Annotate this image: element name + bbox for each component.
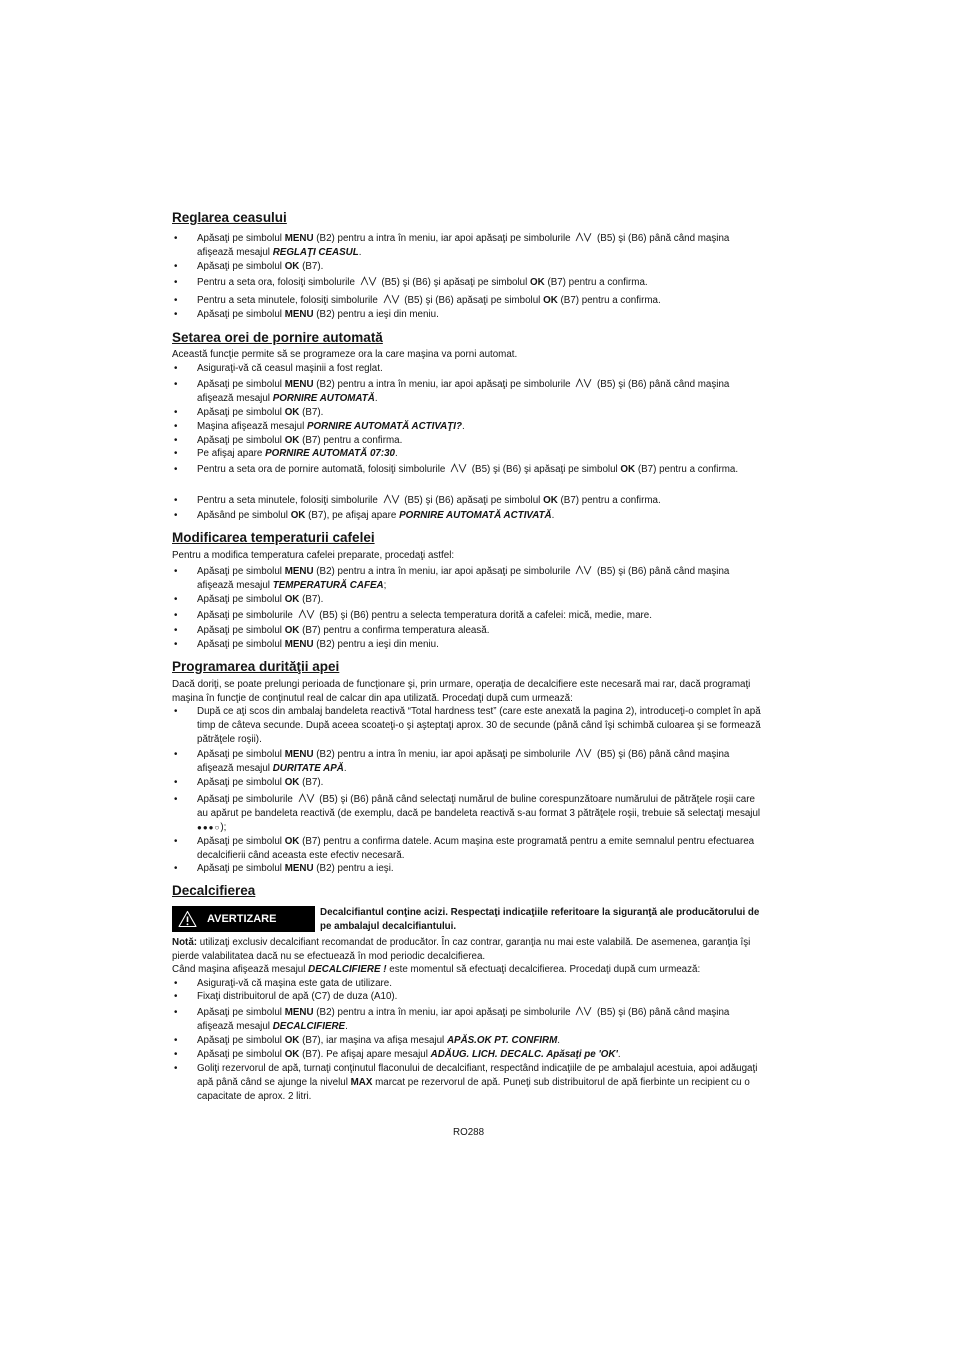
text-run: marcat pe rezervorul de apă. Puneţi sub distribuitorul de apă fierbinte un recipient cu o capacitate de aprox. 2 litri. [197, 1077, 750, 1102]
text-run: (B2) pentru a intra în meniu, iar apoi apăsaţi pe simbolurile [313, 233, 574, 244]
up-down-arrows-icon [298, 793, 315, 803]
list-item [197, 509, 765, 523]
list-item [197, 1006, 765, 1034]
bold-italic-message: TEMPERATURĂ CAFEA [272, 580, 384, 591]
text-run: (B5) şi (B6) până când selectaţi numărul de buline corespunzătoare numărului de pătrăţele roşii care au apărut pe bandeleta reactivă (de exemplu, dacă pe bandeleta reactivă s-au format 3 pătrăţele roşii, trebuie să selectaţi mesajul [197, 794, 761, 819]
text-run: (B5) şi (B6) până când maşina afişează mesajul [197, 749, 730, 774]
text-run: . [374, 393, 378, 404]
text-run: (B5) şi (B6) pentru a selecta temperatura dorită a cafelei: mică, medie, mare. [316, 610, 652, 621]
text-run: (B2) pentru a intra în meniu, iar apoi apăsaţi pe simbolurile [313, 566, 574, 577]
bold-text: MENU [284, 379, 314, 390]
text-run: . [461, 421, 465, 432]
list-item [197, 609, 765, 623]
list-item [197, 1062, 765, 1104]
text-run: Apăsaţi pe simbolul [197, 863, 285, 874]
bold-text: MAX [350, 1077, 373, 1088]
bold-text: OK [284, 261, 300, 272]
text-run: Pentru a seta ora, folosiţi simbolurile [197, 277, 358, 288]
bold-italic-message: PORNIRE AUTOMATĂ 07:30 [265, 448, 395, 459]
text-run: (B5) şi (B6) până când maşina afişează mesajul [197, 566, 730, 591]
list-item [197, 624, 765, 638]
text-run: Apăsaţi pe simbolul [197, 639, 285, 650]
paragraph [172, 549, 765, 563]
text-run: este momentul să efectuaţi decalcifierea. Procedaţi după cum urmează: [386, 964, 701, 975]
text-run: Apăsaţi pe simbolul [197, 309, 285, 320]
text-run: Apăsaţi pe simbolurile [197, 610, 296, 621]
text-run: Apăsaţi pe simbolul [197, 749, 285, 760]
text-run: După ce aţi scos din ambalaj bandeleta reactivă “Total hardness test” (care este anexată la pagina 2), introduceţi-o complet în apă timp de câteva secunde. După aceea scoateţi-o şi aşteptaţi aprox. 30 de secunde (până când îşi schimbă culoarea şi se formează pătrăţele roşii). [197, 706, 761, 745]
bold-text: OK [284, 625, 300, 636]
list-item [197, 463, 765, 477]
up-down-arrows-icon [575, 232, 592, 242]
up-down-arrows-icon [575, 1006, 592, 1016]
text-run: (B5) şi (B6) până când maşina afişează mesajul [197, 1007, 730, 1032]
up-down-arrows-icon [575, 565, 592, 575]
text-run: . [345, 1021, 348, 1032]
bold-italic-message: PORNIRE AUTOMATĂ ACTIVATĂ [399, 510, 552, 521]
bold-text: OK [284, 1049, 300, 1060]
bold-text: OK [284, 407, 300, 418]
page-code: RO288 [453, 1127, 485, 1138]
text-run: Apăsaţi pe simbolul [197, 261, 285, 272]
text-run: (B5) şi (B6) apăsaţi pe simbolul [401, 295, 544, 306]
section-heading: Decalcifierea [172, 883, 256, 898]
text-run: Pentru a seta ora de pornire automată, folosiţi simbolurile [197, 464, 449, 475]
section-heading: Setarea orei de pornire automată [172, 330, 383, 345]
text-run: (B7), pe afişaj apare [305, 510, 400, 521]
up-down-arrows-icon [575, 378, 592, 388]
bubble-indicator: ●●●○ [197, 823, 221, 832]
text-run: (B7) pentru a confirma. [557, 495, 661, 506]
list-item [197, 294, 765, 308]
bold-italic-message: ADĂUG. LICH. DECALC. Apăsaţi pe 'OK' [430, 1049, 618, 1060]
bold-italic-message: DECALCIFIERE [272, 1021, 346, 1032]
text-run: Apăsaţi pe simbolul [197, 407, 285, 418]
text-run: . [551, 510, 555, 521]
paragraph [172, 678, 765, 706]
bold-text: MENU [284, 233, 314, 244]
bold-text: MENU [284, 566, 314, 577]
text-run: Apăsaţi pe simbolul [197, 233, 285, 244]
list-item [197, 977, 765, 991]
list-item [197, 276, 765, 290]
text-run: Apăsaţi pe simbolurile [197, 794, 296, 805]
list-item [197, 793, 765, 835]
text-run: . [395, 448, 398, 459]
list-item [197, 593, 765, 607]
text-run: (B7). Pe afişaj apare mesajul [299, 1049, 431, 1060]
text-run: Pentru a modifica temperatura cafelei preparate, procedaţi astfel: [172, 550, 455, 561]
bold-text: OK [620, 464, 636, 475]
list-item [197, 1048, 765, 1062]
list-item [197, 406, 765, 420]
text-run: Apăsaţi pe simbolul [197, 836, 285, 847]
warning-text [320, 906, 765, 934]
list-item [197, 420, 765, 434]
list-item [197, 447, 765, 461]
text-run: Asiguraţi-vă că maşina este gata de utilizare. [197, 978, 392, 989]
text-run: Apăsaţi pe simbolul [197, 1035, 285, 1046]
text-run: . [557, 1035, 560, 1046]
list-item [197, 378, 765, 406]
text-run: (B7). [299, 777, 324, 788]
text-run: (B5) şi (B6) şi apăsaţi pe simbolul [469, 464, 621, 475]
list-item [197, 494, 765, 508]
list-item [197, 862, 765, 876]
text-run: Apăsaţi pe simbolul [197, 777, 285, 788]
text-run: (B7). [299, 407, 324, 418]
text-run: Apăsaţi pe simbolul [197, 566, 285, 577]
text-run: (B2) pentru a ieşi din meniu. [313, 309, 439, 320]
bold-text: OK [284, 594, 300, 605]
list-item [197, 776, 765, 790]
text-run: (B2) pentru a ieşi din meniu. [313, 639, 439, 650]
text-run: Pentru a seta minutele, folosiţi simbolurile [197, 295, 381, 306]
text-run: utilizaţi exclusiv decalcifiant recomandat de producător. În caz contrar, garanţia nu mai este valabilă. De asemenea, garanţia îşi pierde valabilitatea dacă nu se efectuează în mod periodic decalcifierea. [172, 937, 751, 962]
bold-text: MENU [284, 749, 314, 760]
paragraph [172, 348, 765, 362]
bold-text: Notă: [172, 937, 198, 948]
text-run: . [343, 763, 347, 774]
text-run: Când maşina afişează mesajul [172, 964, 309, 975]
section-heading: Modificarea temperaturii cafelei [172, 530, 375, 545]
text-run: Apăsaţi pe simbolul [197, 379, 285, 390]
text-run: Apăsând pe simbolul [197, 510, 291, 521]
list-item [197, 434, 765, 448]
text-run: Pentru a seta minutele, folosiţi simbolurile [197, 495, 381, 506]
text-run: . [358, 247, 362, 258]
up-down-arrows-icon [383, 494, 400, 504]
bold-text: MENU [284, 1007, 314, 1018]
list-item [197, 308, 765, 322]
bold-text: OK [284, 435, 300, 446]
text-run: (B7) pentru a confirma. [635, 464, 739, 475]
up-down-arrows-icon [298, 609, 315, 619]
text-run: Apăsaţi pe simbolul [197, 435, 285, 446]
text-run: ; [383, 580, 387, 591]
list-item [197, 232, 765, 260]
text-run: (B7) pentru a confirma. [299, 435, 403, 446]
bold-text: OK [284, 1035, 300, 1046]
text-run: (B7). [299, 594, 324, 605]
bold-text: MENU [284, 863, 314, 874]
text-run: Această funcţie permite să se programeze ora la care maşina va porni automat. [172, 349, 518, 360]
warning-triangle-icon [178, 910, 197, 933]
text-run: Apăsaţi pe simbolul [197, 625, 285, 636]
warning-label: AVERTIZARE [207, 913, 277, 925]
list-item [197, 638, 765, 652]
bold-italic-message: REGLAŢI CEASUL [272, 247, 359, 258]
text-run: (B5) şi (B6) până când maşina afişează mesajul [197, 379, 730, 404]
bold-text: OK [284, 777, 300, 788]
list-item [197, 990, 765, 1004]
text-run: ); [220, 822, 227, 833]
list-item [197, 362, 765, 376]
text-run: (B7) pentru a confirma. [544, 277, 648, 288]
text-run: Apăsaţi pe simbolul [197, 1049, 285, 1060]
bold-italic-message: DECALCIFIERE ! [308, 964, 387, 975]
up-down-arrows-icon [383, 294, 400, 304]
bold-text: Decalcifiantul conţine acizi. Respectaţi indicaţiile referitoare la siguranţă ale producătorului de pe ambalajul decalcifiantului. [320, 907, 760, 932]
up-down-arrows-icon [575, 748, 592, 758]
list-item [197, 1034, 765, 1048]
list-item [197, 705, 765, 747]
text-run: (B5) şi (B6) până când maşina afişează mesajul [197, 233, 730, 258]
bold-text: MENU [284, 639, 314, 650]
paragraph [172, 963, 765, 977]
text-run: Goliţi rezervorul de apă, turnaţi conţinutul flaconului de decalcifiant, respectând indicaţiile de pe ambalajul acestuia, apoi adăugaţi apă până când se ajunge la nivelul [197, 1063, 758, 1088]
text-run: (B2) pentru a intra în meniu, iar apoi apăsaţi pe simbolurile [313, 379, 574, 390]
list-item [197, 835, 765, 863]
section-heading: Reglarea ceasului [172, 210, 287, 225]
text-run: Pe afişaj apare [197, 448, 266, 459]
text-run: (B2) pentru a intra în meniu, iar apoi apăsaţi pe simbolurile [313, 1007, 574, 1018]
text-run: (B2) pentru a intra în meniu, iar apoi apăsaţi pe simbolurile [313, 749, 574, 760]
bold-text: OK [530, 277, 545, 288]
bold-text: OK [543, 495, 558, 506]
text-run: (B5) şi (B6) apăsaţi pe simbolul [401, 495, 544, 506]
list-item [197, 565, 765, 593]
bold-text: OK [290, 510, 306, 521]
text-run: . [617, 1049, 621, 1060]
bold-text: OK [284, 836, 300, 847]
text-run: (B2) pentru a ieşi. [313, 863, 394, 874]
text-run: Dacă doriţi, se poate prelungi perioada de funcţionare şi, prin urmare, operaţia de decalcifiere este necesară mai rar, dacă programaţi maşina în funcţie de conţinutul real de calcar din apa utilizată. Procedaţi după cum urmează: [172, 679, 751, 704]
up-down-arrows-icon [360, 276, 377, 286]
text-run: Apăsaţi pe simbolul [197, 1007, 285, 1018]
up-down-arrows-icon [450, 463, 467, 473]
text-run: (B7). [299, 261, 324, 272]
bold-italic-message: PORNIRE AUTOMATĂ [272, 393, 375, 404]
text-run: (B7), iar maşina va afişa mesajul [299, 1035, 447, 1046]
list-item [197, 260, 765, 274]
text-run: Maşina afişează mesajul [197, 421, 307, 432]
warning-label-box [172, 906, 315, 932]
text-run: (B7) pentru a confirma temperatura aleasă. [299, 625, 490, 636]
text-run: Fixaţi distribuitorul de apă (C7) de duza (A10). [197, 991, 398, 1002]
text-run: Apăsaţi pe simbolul [197, 594, 285, 605]
text-run: (B5) şi (B6) şi apăsaţi pe simbolul [378, 277, 531, 288]
warning-notice [172, 906, 765, 934]
text-run: (B7) pentru a confirma datele. Acum maşina este programată pentru a emite semnalul pentru efectuarea decalcifierii când aceasta este efectiv necesară. [197, 836, 755, 861]
bold-italic-message: PORNIRE AUTOMATĂ ACTIVAŢI? [307, 421, 462, 432]
text-run: (B7) pentru a confirma. [557, 295, 661, 306]
bold-italic-message: DURITATE APĂ [272, 763, 344, 774]
list-item [197, 748, 765, 776]
bold-text: MENU [284, 309, 314, 320]
section-heading: Programarea durităţii apei [172, 659, 340, 674]
bold-text: OK [543, 295, 558, 306]
text-run: Asiguraţi-vă că ceasul maşinii a fost reglat. [197, 363, 383, 374]
paragraph [172, 936, 765, 964]
bold-italic-message: APĂS.OK PT. CONFIRM [446, 1035, 558, 1046]
